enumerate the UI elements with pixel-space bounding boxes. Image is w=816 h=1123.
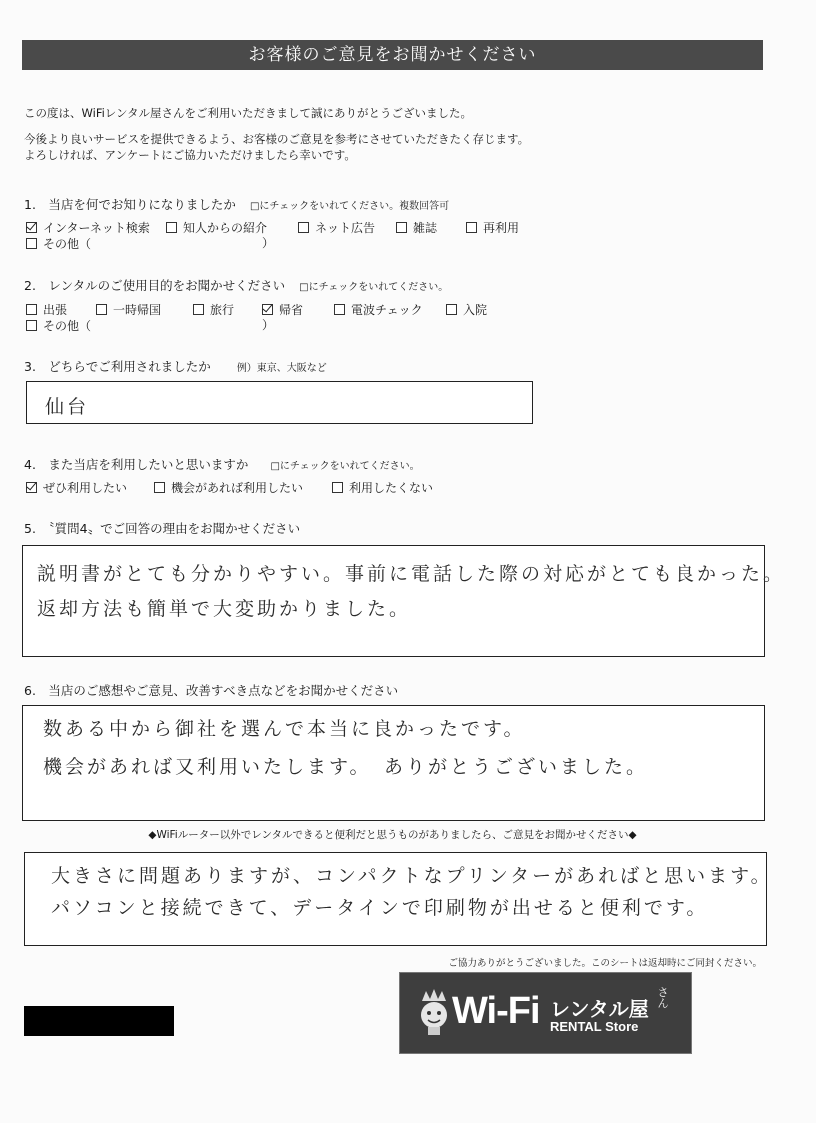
question-2-note: □にチェックをいれてください。 (299, 282, 449, 293)
question-1-note: □にチェックをいれてください。複数回答可 (249, 201, 450, 212)
q6-answer-line-2: 機会があれば又利用いたします。 ありがとうございました。 (43, 756, 648, 778)
checkbox-checked-icon[interactable] (26, 222, 37, 233)
page-title: お客様のご意見をお聞かせください (22, 40, 763, 70)
intro-line-2: 今後より良いサービスを提供できるよう、お客様のご意見を参考にさせていただきたく存じます。 (24, 132, 530, 146)
checkbox-icon[interactable] (154, 482, 165, 493)
q3-answer-text: 仙台 (45, 396, 90, 418)
question-5-title: 5. 〝質問4〟でご回答の理由をお聞かせください (24, 521, 301, 536)
logo-english-text: RENTAL Store (550, 1019, 639, 1034)
checkbox-icon[interactable] (96, 304, 107, 315)
q1-option-reuse[interactable]: 再利用 (466, 219, 519, 236)
q4-option-if-opportunity[interactable]: 機会があれば利用したい (154, 479, 303, 496)
redaction-block (24, 1006, 174, 1036)
intro-line-3: よろしければ、アンケートにご協力いただけましたら幸いです。 (24, 148, 356, 162)
question-4-note: □にチェックをいれてください。 (270, 461, 420, 472)
checkbox-checked-icon[interactable] (26, 482, 37, 493)
intro-line-1: この度は、WiFiレンタル屋さんをご利用いただきまして誠にありがとうございました。 (24, 106, 473, 120)
question-4-title: 4. また当店を利用したいと思いますか (24, 457, 249, 472)
q7-answer-line-2: パソコンと接続できて、データインで印刷物が出せると便利です。 (51, 897, 709, 919)
question-6-title: 6. 当店のご感想やご意見、改善すべき点などをお聞かせください (24, 683, 399, 698)
checkbox-icon[interactable] (26, 304, 37, 315)
checkbox-icon[interactable] (26, 320, 37, 331)
q5-answer-field[interactable] (22, 545, 786, 657)
logo-san-text: さん (657, 986, 669, 1010)
question-7-title: ◆WiFiルーター以外でレンタルできると便利だと思うものがありましたら、ご意見をお聞かせください◆ (148, 829, 637, 841)
q1-option-net-ad[interactable]: ネット広告 (298, 219, 375, 236)
checkbox-icon[interactable] (334, 304, 345, 315)
q2-option-business-trip[interactable]: 出張 (26, 301, 67, 318)
logo-wifi-text: Wi-Fi (452, 990, 540, 1032)
question-3-heading (24, 357, 327, 375)
checkbox-icon[interactable] (166, 222, 177, 233)
footer-thanks: ご協力ありがとうございました。このシートは返却時にご同封ください。 (448, 958, 762, 969)
q2-other-close-paren: ） (262, 318, 275, 332)
q1-option-internet[interactable]: インターネット検索 (26, 219, 150, 236)
question-2-title: 2. レンタルのご使用目的をお聞かせください (24, 278, 286, 293)
question-1-title: 1. 当店を何でお知りになりましたか (24, 197, 236, 212)
checkbox-icon[interactable] (332, 482, 343, 493)
q7-answer-field[interactable] (24, 852, 773, 946)
q4-option-definitely[interactable]: ぜひ利用したい (26, 479, 127, 496)
mascot-icon (418, 989, 450, 1037)
q1-option-magazine[interactable]: 雑誌 (396, 219, 437, 236)
q2-option-other[interactable]: その他（ (26, 317, 91, 334)
checkbox-icon[interactable] (26, 238, 37, 249)
logo-japanese-text: レンタル屋 (550, 997, 649, 1021)
q2-option-homecoming[interactable]: 帰省 (262, 301, 303, 318)
question-1-heading (24, 195, 449, 213)
q2-option-hospitalization[interactable]: 入院 (446, 301, 487, 318)
store-logo (399, 972, 692, 1054)
question-3-title: 3. どちらでご利用されましたか (24, 359, 211, 374)
checkbox-icon[interactable] (193, 304, 204, 315)
q1-other-close-paren: ） (262, 236, 275, 250)
q3-answer-field[interactable] (26, 381, 533, 424)
checkbox-icon[interactable] (446, 304, 457, 315)
q1-option-other[interactable]: その他（ (26, 235, 91, 252)
question-4-heading (24, 455, 420, 473)
q2-option-signal-check[interactable]: 電波チェック (334, 301, 423, 318)
question-2-heading (24, 276, 448, 294)
q5-answer-line-1: 説明書がとても分かりやすい。事前に電話した際の対応がとても良かった。 (37, 563, 786, 585)
q6-answer-line-1: 数ある中から御社を選んで本当に良かったです。 (43, 718, 526, 740)
q6-answer-field[interactable] (22, 705, 765, 821)
checkbox-checked-icon[interactable] (262, 304, 273, 315)
question-3-note: 例）東京、大阪など (236, 363, 327, 374)
q2-option-travel[interactable]: 旅行 (193, 301, 234, 318)
q5-answer-line-2: 返却方法も簡単で大変助かりました。 (37, 598, 412, 620)
q1-option-referral[interactable]: 知人からの紹介 (166, 219, 267, 236)
q4-option-no[interactable]: 利用したくない (332, 479, 433, 496)
q7-answer-line-1: 大きさに問題ありますが、コンパクトなプリンターがあればと思います。 (51, 865, 773, 887)
checkbox-icon[interactable] (466, 222, 477, 233)
checkbox-icon[interactable] (396, 222, 407, 233)
checkbox-icon[interactable] (298, 222, 309, 233)
q2-option-temporary-return[interactable]: 一時帰国 (96, 301, 161, 318)
